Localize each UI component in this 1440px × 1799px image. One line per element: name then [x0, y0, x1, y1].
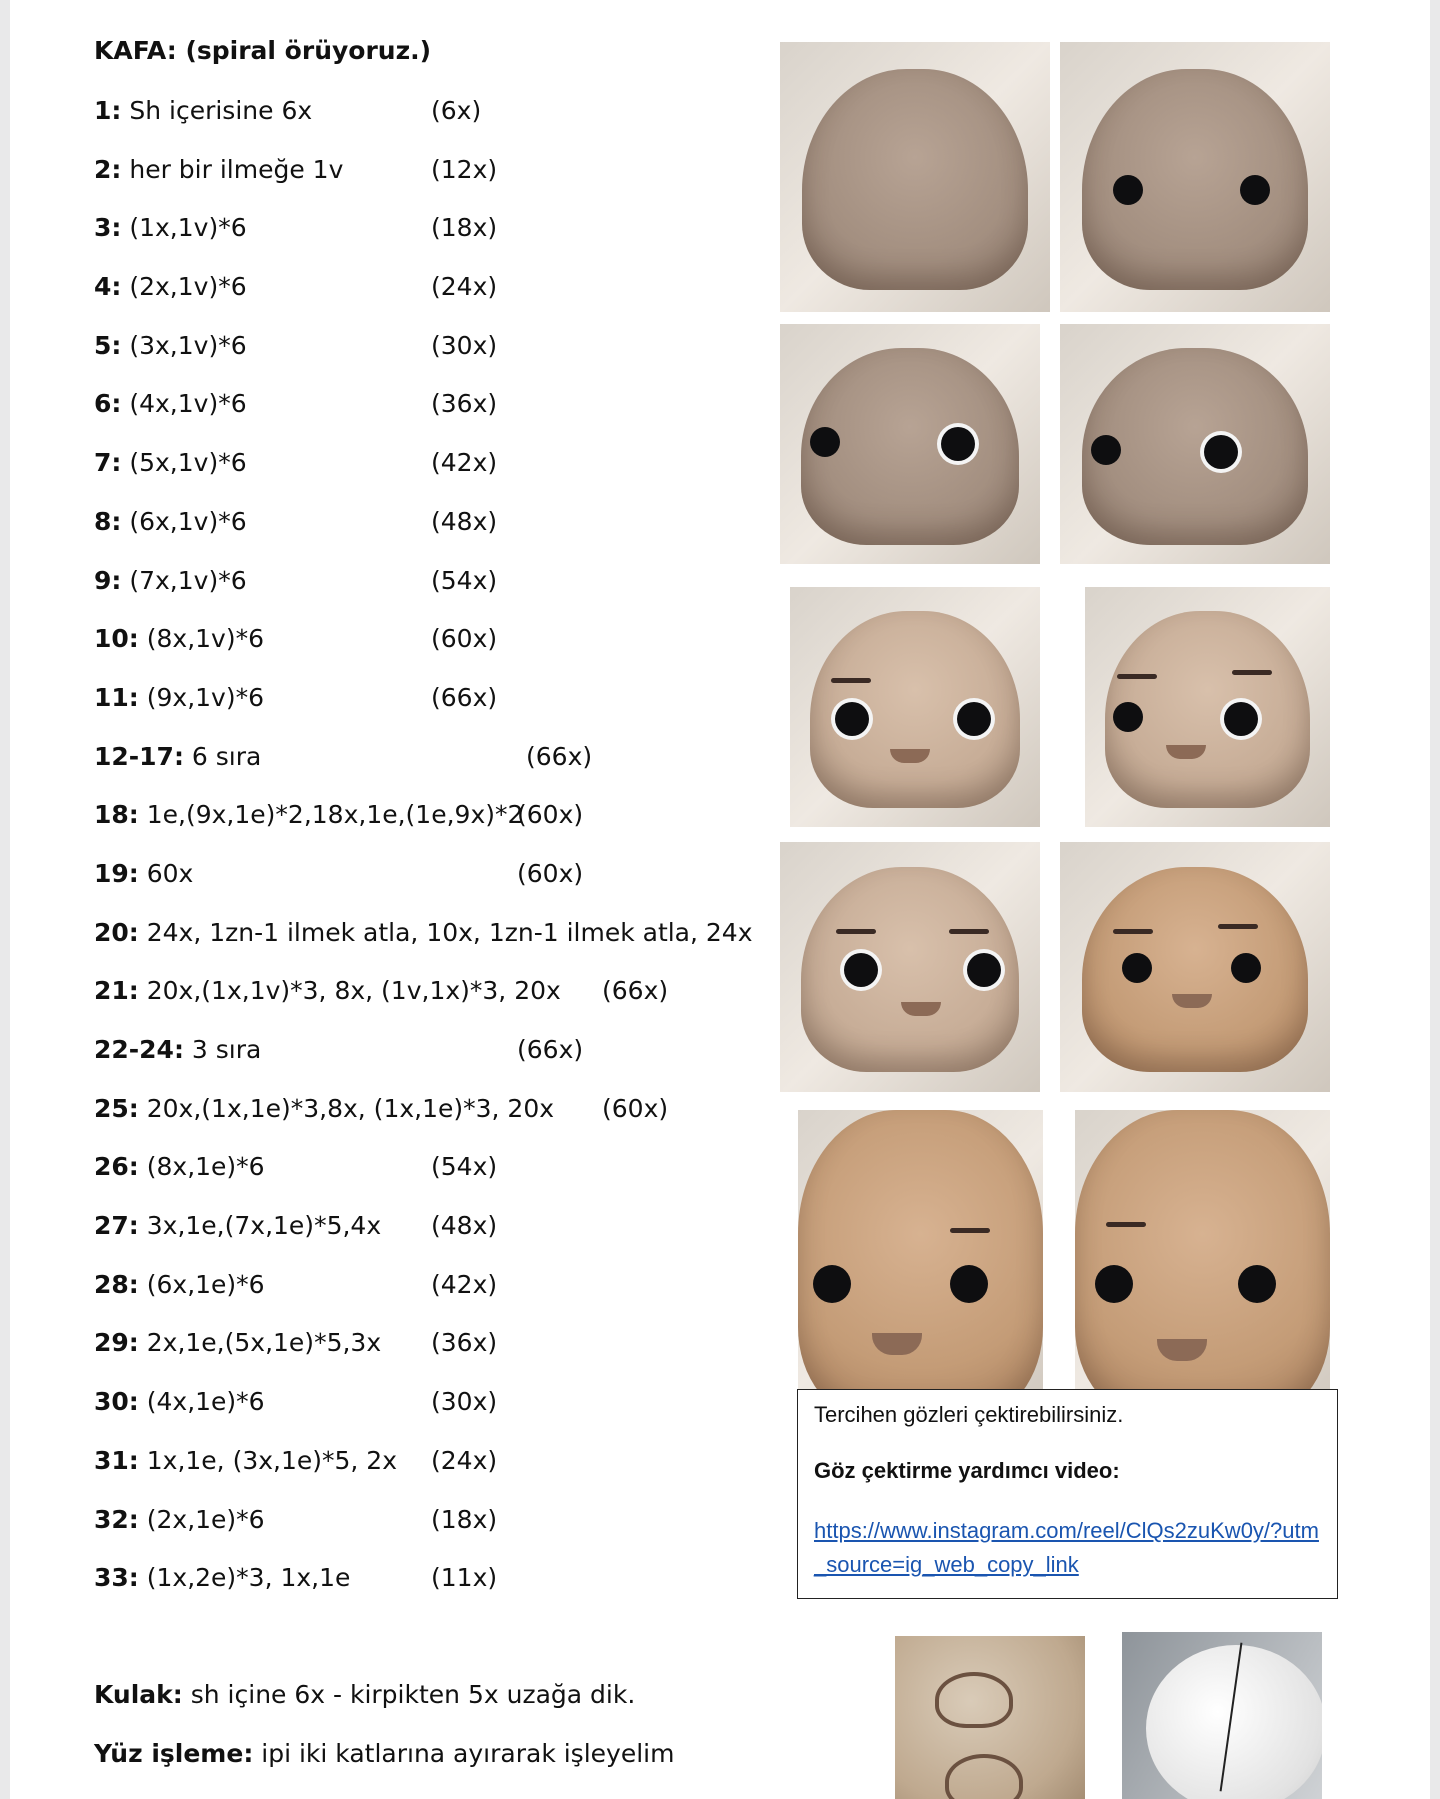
page-edge-left	[0, 0, 10, 1799]
row-instruction: 3x,1e,(7x,1e)*5,4x	[138, 1211, 382, 1241]
nose-image	[872, 1333, 922, 1355]
row-number: 4:	[94, 272, 122, 302]
pattern-row	[94, 501, 734, 560]
pattern-row	[94, 1205, 734, 1264]
brow-image	[1218, 924, 1258, 929]
eye-image	[1238, 1265, 1276, 1303]
crochet-head-image	[1082, 867, 1309, 1072]
row-stitch-count: (24x)	[431, 1445, 498, 1475]
crochet-head-image	[810, 611, 1020, 808]
photo-white-head	[1122, 1632, 1322, 1799]
ear-image	[945, 1754, 1023, 1799]
row-instruction: (3x,1v)*6	[121, 330, 247, 360]
row-stitch-count: (18x)	[431, 213, 498, 243]
row-number: 12-17:	[94, 741, 184, 771]
row-stitch-count: (66x)	[526, 741, 593, 771]
row-number: 6:	[94, 389, 122, 419]
row-stitch-count: (11x)	[431, 1563, 498, 1593]
row-instruction: 2x,1e,(5x,1e)*5,3x	[138, 1328, 382, 1358]
row-instruction: (4x,1v)*6	[121, 389, 247, 419]
nose-image	[901, 1002, 941, 1016]
row-number: 5:	[94, 330, 122, 360]
pattern-title: KAFA: (spiral örüyoruz.)	[94, 36, 432, 65]
row-stitch-count: (36x)	[431, 389, 498, 419]
eye-image	[950, 1265, 988, 1303]
row-instruction: her bir ilmeğe 1v	[121, 154, 344, 184]
row-number: 33:	[94, 1563, 139, 1593]
pattern-row	[94, 1264, 734, 1323]
eye-note-line: Tercihen gözleri çektirebilirsiniz.	[814, 1402, 1124, 1427]
brow-image	[949, 929, 989, 934]
face-note	[94, 1739, 674, 1768]
pattern-row	[94, 1146, 734, 1205]
crochet-head-image	[1082, 69, 1309, 290]
eye-image	[941, 427, 975, 461]
eye-image	[1091, 435, 1121, 465]
row-instruction: 20x,(1x,1v)*3, 8x, (1v,1x)*3, 20x	[138, 976, 561, 1006]
pattern-row	[94, 970, 734, 1029]
nose-image	[1166, 745, 1206, 759]
nose-image	[1172, 994, 1212, 1008]
photo-head-face	[780, 842, 1040, 1092]
row-stitch-count: (12x)	[431, 154, 498, 184]
pattern-row	[94, 383, 734, 442]
row-instruction: (5x,1v)*6	[121, 448, 247, 478]
eye-note-box	[797, 1389, 1338, 1599]
row-number: 19:	[94, 858, 139, 888]
pattern-row	[94, 325, 734, 384]
brow-image	[1106, 1222, 1146, 1227]
row-instruction: 20x,(1x,1e)*3,8x, (1x,1e)*3, 20x	[138, 1093, 555, 1123]
row-stitch-count: (54x)	[431, 1152, 498, 1182]
face-note-label: Yüz işleme:	[94, 1739, 254, 1768]
crochet-head-image	[1082, 348, 1309, 545]
brow-image	[1232, 670, 1272, 675]
pattern-row	[94, 1440, 734, 1499]
row-stitch-count: (60x)	[602, 1093, 669, 1123]
photo-head-side-eyes	[780, 324, 1040, 564]
photo-ears	[895, 1636, 1085, 1799]
pattern-row	[94, 1499, 734, 1558]
white-head-image	[1146, 1645, 1322, 1799]
row-instruction: 60x	[138, 858, 194, 888]
nose-image	[890, 749, 930, 763]
row-number: 11:	[94, 682, 139, 712]
pattern-row	[94, 1029, 734, 1088]
row-stitch-count: (60x)	[431, 624, 498, 654]
pattern-row	[94, 736, 734, 795]
eye-image	[1231, 953, 1261, 983]
pattern-row	[94, 1322, 734, 1381]
ear-image	[935, 1672, 1013, 1728]
pattern-row	[94, 1557, 734, 1616]
row-instruction: 24x, 1zn-1 ilmek atla, 10x, 1zn-1 ilmek atla, 24x	[138, 917, 753, 947]
row-number: 18:	[94, 800, 139, 830]
brow-image	[1117, 674, 1157, 679]
row-instruction: (6x,1v)*6	[121, 506, 247, 536]
row-number: 21:	[94, 976, 139, 1006]
row-number: 10:	[94, 624, 139, 654]
row-number: 22-24:	[94, 1035, 184, 1064]
row-number: 31:	[94, 1445, 139, 1475]
row-instruction: (2x,1v)*6	[121, 272, 247, 302]
row-stitch-count: (6x)	[431, 96, 482, 125]
row-number: 30:	[94, 1387, 139, 1417]
eye-image	[844, 953, 878, 987]
crochet-head-image	[1105, 611, 1311, 808]
ear-note	[94, 1680, 635, 1709]
pattern-row	[94, 90, 734, 149]
pattern-row	[94, 207, 734, 266]
brow-image	[831, 678, 871, 683]
pattern-row	[94, 442, 734, 501]
row-stitch-count: (48x)	[431, 1211, 498, 1241]
row-number: 25:	[94, 1093, 139, 1123]
photo-head-closeup-2	[1075, 1110, 1330, 1420]
row-instruction: (9x,1v)*6	[138, 682, 265, 712]
row-number: 7:	[94, 448, 122, 478]
row-stitch-count: (60x)	[517, 800, 584, 830]
row-instruction: (7x,1v)*6	[121, 565, 247, 595]
pattern-row	[94, 912, 753, 971]
eye-image	[1113, 702, 1143, 732]
page-edge-right	[1430, 0, 1440, 1799]
eye-image	[1095, 1265, 1133, 1303]
photo-head-brows-2	[1085, 587, 1330, 827]
eye-image	[1224, 702, 1258, 736]
crochet-head-image	[801, 348, 1019, 545]
crochet-head-image	[1075, 1110, 1330, 1420]
eye-image	[810, 427, 840, 457]
photo-head-side-eyes-2	[1060, 324, 1330, 564]
pattern-row	[94, 1088, 734, 1147]
row-number: 8:	[94, 506, 122, 536]
brow-image	[1113, 929, 1153, 934]
face-note-text: ipi iki katlarına ayırarak işleyelim	[253, 1739, 675, 1768]
crochet-head-image	[801, 867, 1019, 1072]
brow-image	[836, 929, 876, 934]
pattern-row	[94, 677, 734, 736]
photo-head-eyes	[1060, 42, 1330, 312]
photo-head-face-2	[1060, 842, 1330, 1092]
row-stitch-count: (66x)	[602, 976, 669, 1006]
row-instruction: 1e,(9x,1e)*2,18x,1e,(1e,9x)*2	[138, 800, 524, 830]
row-stitch-count: (54x)	[431, 565, 498, 595]
pattern-row	[94, 853, 734, 912]
row-stitch-count: (66x)	[431, 682, 498, 712]
row-instruction: (6x,1e)*6	[138, 1269, 265, 1299]
row-number: 9:	[94, 565, 122, 595]
nose-image	[1157, 1339, 1207, 1361]
row-number: 29:	[94, 1328, 139, 1358]
row-number: 26:	[94, 1152, 139, 1182]
brow-image	[950, 1228, 990, 1233]
row-stitch-count: (66x)	[517, 1035, 584, 1064]
pattern-rows	[94, 90, 753, 1616]
row-instruction: 6 sıra	[183, 741, 262, 771]
row-number: 20:	[94, 917, 139, 947]
row-instruction: Sh içerisine 6x	[121, 96, 313, 125]
eye-video-label: Göz çektirme yardımcı video:	[814, 1458, 1120, 1483]
row-stitch-count: (24x)	[431, 272, 498, 302]
photo-head-plain	[780, 42, 1050, 312]
row-instruction: (8x,1e)*6	[138, 1152, 265, 1182]
row-number: 3:	[94, 213, 122, 243]
row-instruction: (1x,1v)*6	[121, 213, 247, 243]
row-instruction: 3 sıra	[183, 1035, 262, 1064]
eye-image	[835, 702, 869, 736]
eye-image	[1204, 435, 1238, 469]
row-stitch-count: (42x)	[431, 1269, 498, 1299]
row-number: 1:	[94, 96, 122, 125]
instagram-video-link[interactable]: https://www.instagram.com/reel/ClQs2zuKw0y/?utm_source=ig_web_copy_link	[814, 1518, 1319, 1577]
row-instruction: 1x,1e, (3x,1e)*5, 2x	[138, 1445, 398, 1475]
row-number: 28:	[94, 1269, 139, 1299]
row-instruction: (2x,1e)*6	[138, 1504, 265, 1534]
row-instruction: (1x,2e)*3, 1x,1e	[138, 1563, 351, 1593]
pattern-row	[94, 560, 734, 619]
row-stitch-count: (18x)	[431, 1504, 498, 1534]
crochet-head-image	[802, 69, 1029, 290]
row-instruction: (4x,1e)*6	[138, 1387, 265, 1417]
row-number: 27:	[94, 1211, 139, 1241]
pattern-row	[94, 1381, 734, 1440]
row-stitch-count: (36x)	[431, 1328, 498, 1358]
row-stitch-count: (48x)	[431, 506, 498, 536]
row-number: 2:	[94, 154, 122, 184]
crochet-head-image	[798, 1110, 1043, 1420]
pattern-row	[94, 266, 734, 325]
pattern-row	[94, 794, 734, 853]
eye-image	[957, 702, 991, 736]
eye-image	[1122, 953, 1152, 983]
row-stitch-count: (30x)	[431, 1387, 498, 1417]
row-stitch-count: (30x)	[431, 330, 498, 360]
pattern-row	[94, 618, 734, 677]
photo-head-closeup	[798, 1110, 1043, 1420]
ear-note-text: sh içine 6x - kirpikten 5x uzağa dik.	[182, 1680, 636, 1709]
ear-note-label: Kulak:	[94, 1680, 183, 1709]
eye-image	[1240, 175, 1270, 205]
eye-image	[813, 1265, 851, 1303]
eye-image	[967, 953, 1001, 987]
row-stitch-count: (42x)	[431, 448, 498, 478]
eye-image	[1113, 175, 1143, 205]
row-instruction: (8x,1v)*6	[138, 624, 265, 654]
photo-head-brows	[790, 587, 1040, 827]
pattern-row	[94, 149, 734, 208]
row-number: 32:	[94, 1504, 139, 1534]
row-stitch-count: (60x)	[517, 858, 584, 888]
